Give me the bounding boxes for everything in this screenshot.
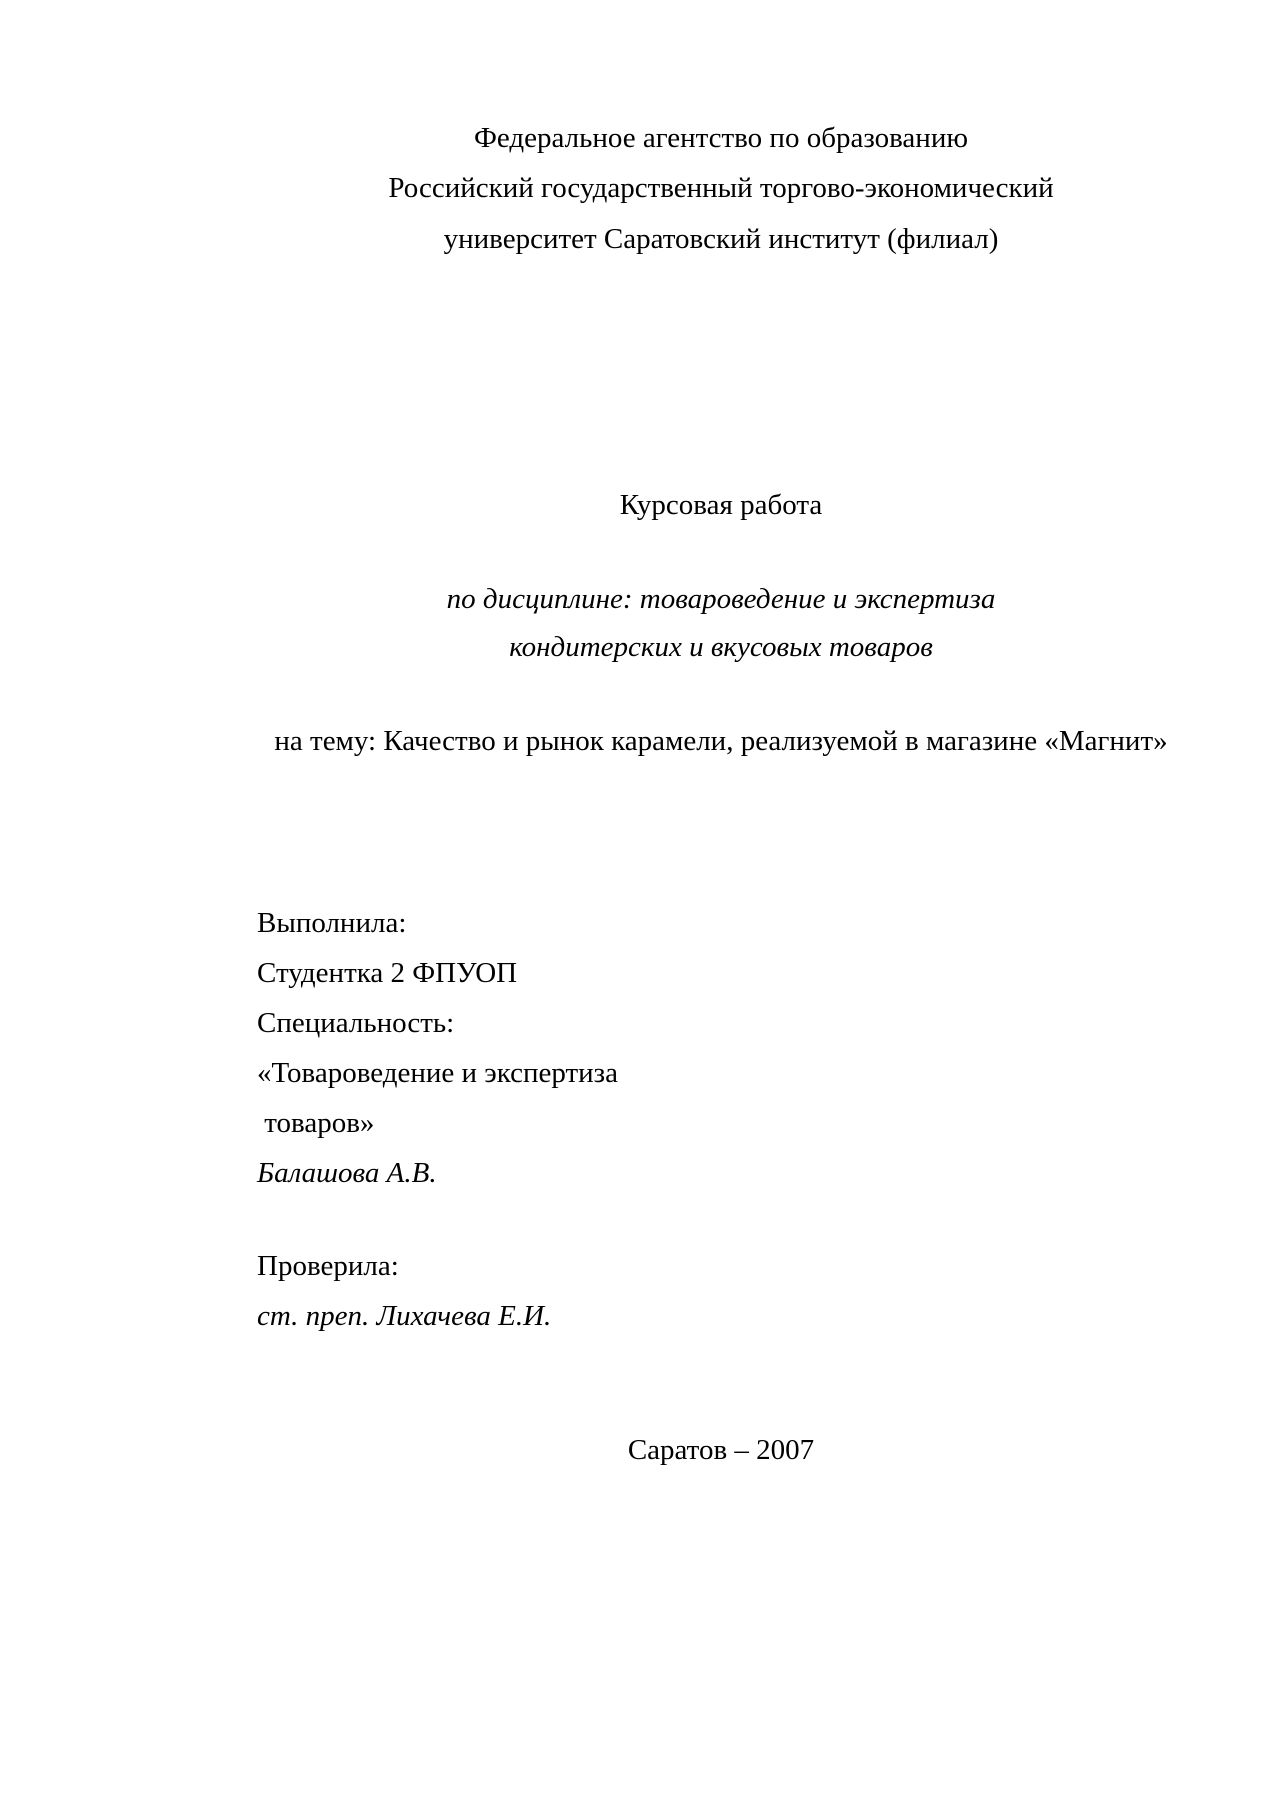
header-institute: университет Саратовский институт (филиал) xyxy=(443,223,999,255)
specialty-line-2: товаров» xyxy=(257,1107,375,1139)
specialty-line-1: «Товароведение и экспертиза xyxy=(257,1057,618,1089)
reviewer-name: ст. преп. Лихачева Е.И. xyxy=(257,1300,552,1332)
city-year: Саратов – 2007 xyxy=(627,1434,815,1466)
discipline-line-1: по дисциплине: товароведение и экспертиза xyxy=(446,583,996,615)
header-agency: Федеральное агентство по образованию xyxy=(473,122,969,154)
author-student: Студентка 2 ФПУОП xyxy=(257,957,518,989)
topic-line: на тему: Качество и рынок карамели, реализуемой в магазине «Магнит» xyxy=(274,725,1168,757)
work-type-title: Курсовая работа xyxy=(619,489,823,521)
reviewer-label: Проверила: xyxy=(257,1250,399,1282)
discipline-line-2: кондитерских и вкусовых товаров xyxy=(509,631,933,663)
author-label: Выполнила: xyxy=(257,907,407,939)
header-university: Российский государственный торгово-экономический xyxy=(388,172,1054,204)
author-name: Балашова А.В. xyxy=(257,1157,437,1189)
specialty-label: Специальность: xyxy=(257,1007,455,1039)
